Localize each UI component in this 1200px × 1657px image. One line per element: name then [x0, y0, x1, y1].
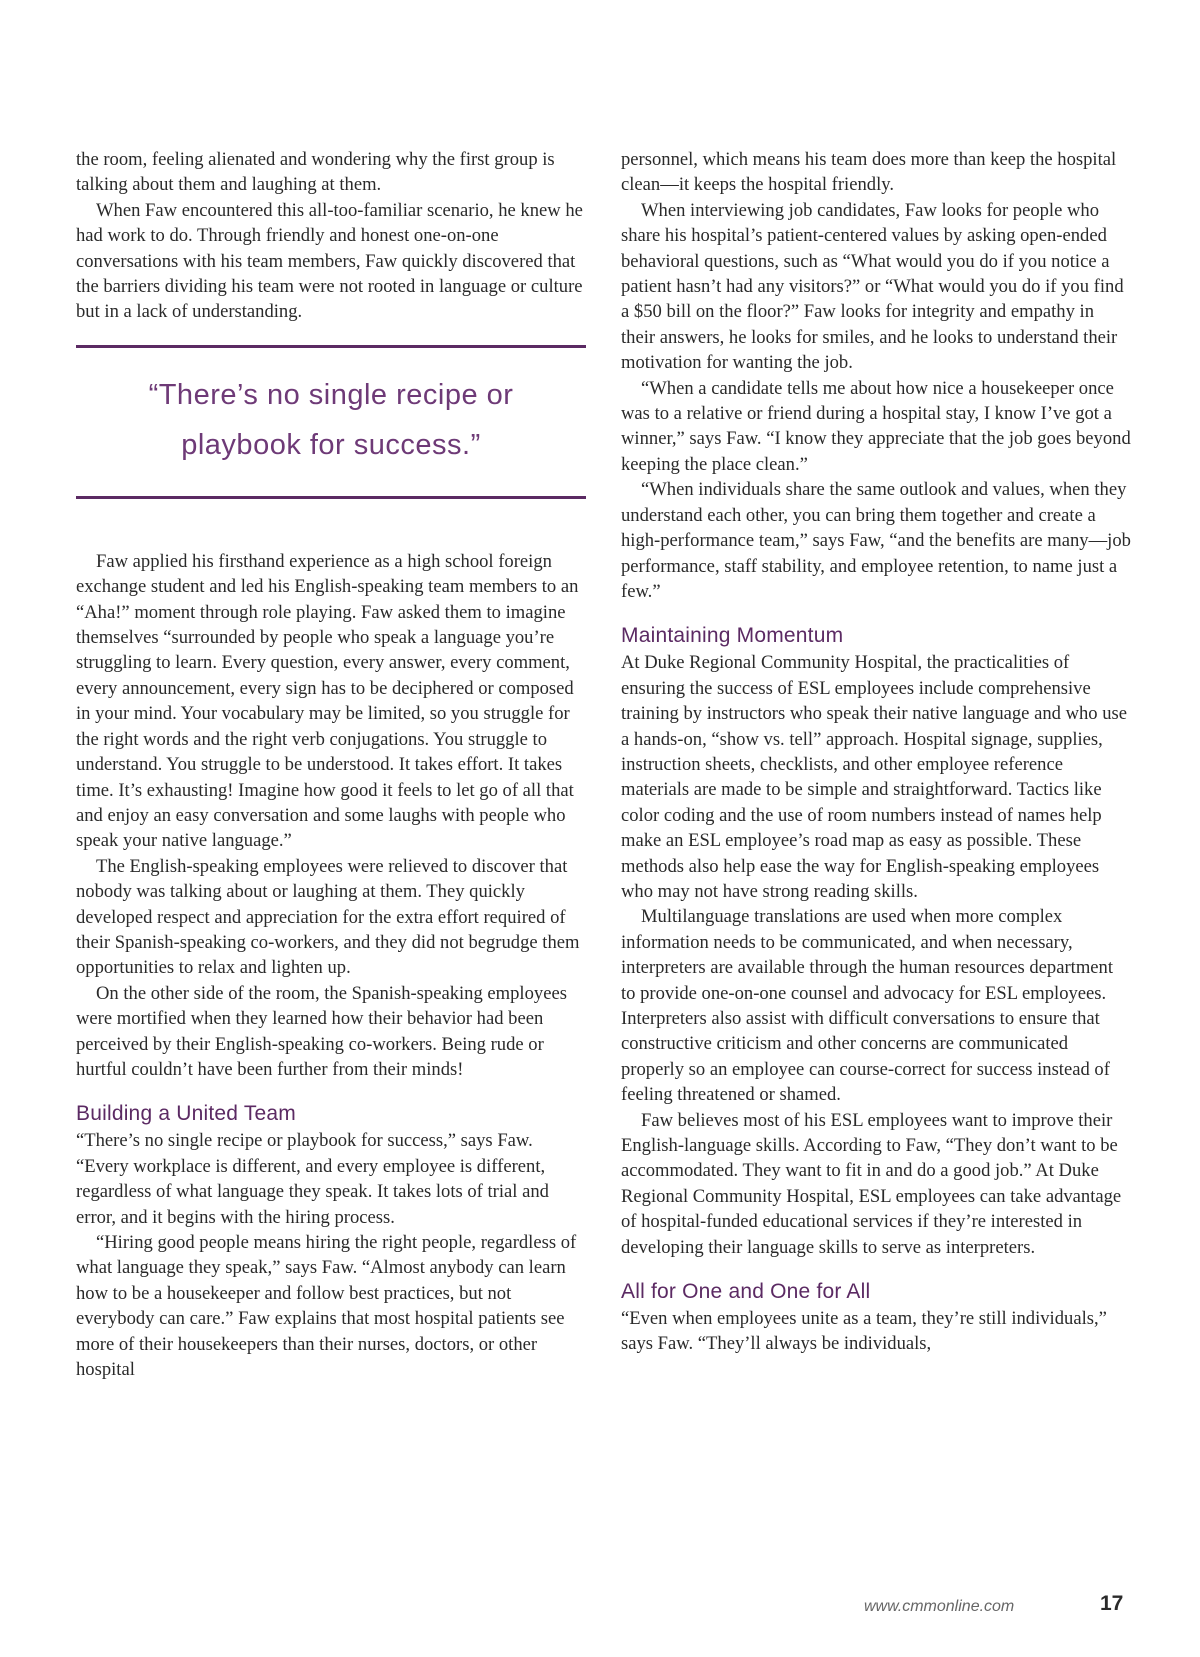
body-paragraph: The English-speaking employees were relieved to discover that nobody was talking about or laughing at them. They quickly developed respect and appreciation for the extra effort required of their Spanish-speaking co-workers, and they did not begrudge them opportunities to relax and lighten up.	[76, 855, 580, 979]
body-paragraph: Faw believes most of his ESL employees want to improve their English-language skills. According to Faw, “They don’t want to be accommodated. They want to fit in and do a good job.” At Duke Regional Community Hospital, ESL employees can take advantage of hospital-funded educational services if they’re interested in developing their language skills to serve as interpreters.	[621, 1109, 1122, 1258]
left-column	[76, 147, 586, 1382]
body-paragraph: “There’s no single recipe or playbook for success,” says Faw. “Every workplace is different, and every employee is different, regardless of what language they speak. It takes lots of trial and error, and it begins with the hiring process.	[76, 1130, 549, 1228]
section-heading: All for One and One for All	[621, 1280, 871, 1304]
body-paragraph: Multilanguage translations are used when more complex information needs to be communicated, and when necessary, interpreters are available through the human resources department to provide one-on-one counsel and advocacy for ESL employees. Interpreters also assist with difficult conversations to ensure that constructive criticism and other concerns are communicated properly so an employee can course-correct for success instead of feeling threatened or shamed.	[621, 906, 1114, 1106]
page-number: 17	[1100, 1592, 1124, 1615]
body-paragraph: personnel, which means his team does more than keep the hospital clean—it keeps the hospital friendly.	[621, 149, 1117, 196]
body-paragraph: When interviewing job candidates, Faw looks for people who share his hospital’s patient-centered values by asking open-ended behavioral questions, such as “What would you do if you notice a patient hasn’t had any visitors?” or “What would you do if you find a $50 bill on the floor?” Faw looks for integrity and empathy in their answers, he looks for smiles, and he looks to understand their motivation for wanting the job.	[621, 199, 1124, 374]
body-paragraph: “Hiring good people means hiring the right people, regardless of what language they speak,” says Faw. “Almost anybody can learn how to be a housekeeper and follow best practices, but not everybody can care.” Faw explains that most hospital patients see more of their housekeepers than their nurses, doctors, or other hospital	[76, 1232, 577, 1381]
section-heading: Building a United Team	[76, 1102, 296, 1126]
right-column	[621, 147, 1131, 1357]
footer-url: www.cmmonline.com	[864, 1598, 1015, 1615]
body-paragraph: “When individuals share the same outlook and values, when they understand each other, you can bring them together and create a high-performance team,” says Faw, “and the benefits are many—job performance, staff stability, and employee retention, to name just a few.”	[621, 479, 1131, 602]
body-paragraph: At Duke Regional Community Hospital, the practicalities of ensuring the success of ESL employees include comprehensive training by instructors who speak their native language and who use a hands-on, “show vs. tell” approach. Hospital signage, supplies, instruction sheets, checklists, and other employee reference materials are made to be simple and straightforward. Tactics like color coding and the use of room numbers instead of names help make an ESL employee’s road map as easy as possible. These methods also help ease the way for English-speaking employees who may not have strong reading skills.	[621, 652, 1128, 902]
body-paragraph: “When a candidate tells me about how nice a housekeeper once was to a relative or friend during a hospital stay, I know I’ve got a winner,” says Faw. “I know they appreciate that the job goes beyond keeping the place clean.”	[621, 377, 1131, 475]
pull-quote-text: “There’s no single recipe or playbook for success.”	[148, 378, 514, 461]
body-paragraph: the room, feeling alienated and wondering why the first group is talking about them and laughing at them.	[76, 149, 555, 196]
body-paragraph: When Faw encountered this all-too-familiar scenario, he knew he had work to do. Through friendly and honest one-on-one conversations with his team members, Faw quickly discovered that the barriers dividing his team were not rooted in language or culture but in a lack of understanding.	[76, 199, 583, 323]
body-paragraph: Faw applied his firsthand experience as a high school foreign exchange student and led his English-speaking team members to an “Aha!” moment through role playing. Faw asked them to imagine themselves “surrounded by people who speak a language you’re struggling to learn. Every question, every answer, every comment, every announcement, every sign has to be deciphered or composed in your mind. Your vocabulary may be limited, so you struggle for the right words and the right verb conjugations. You struggle to understand. You struggle to be understood. It takes effort. It takes time. It’s exhausting! Imagine how good it feels to let go of all that and enjoy an easy conversation and some laughs with people who speak your native language.”	[76, 550, 579, 852]
section-heading: Maintaining Momentum	[621, 624, 844, 648]
body-paragraph: “Even when employees unite as a team, they’re still individuals,” says Faw. “They’ll always be individuals,	[621, 1308, 1107, 1355]
pull-quote	[76, 345, 586, 499]
body-paragraph: On the other side of the room, the Spanish-speaking employees were mortified when they learned how their behavior had been perceived by their English-speaking co-workers. Being rude or hurtful couldn’t have been further from their minds!	[76, 982, 567, 1080]
